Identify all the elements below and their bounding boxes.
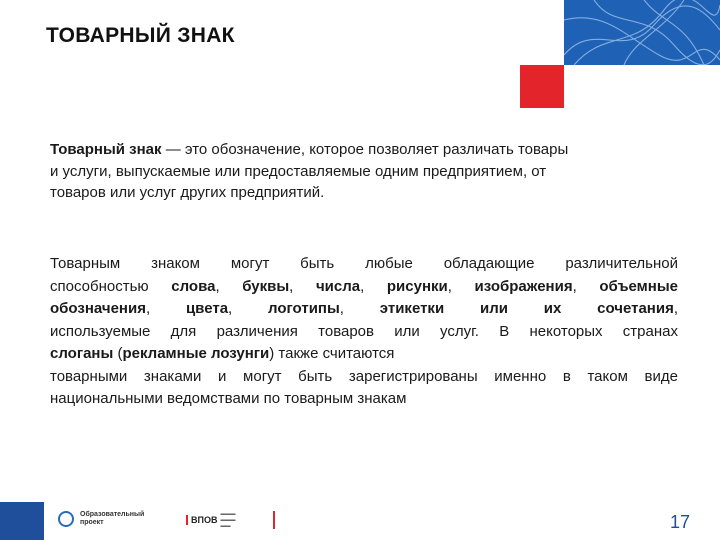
text-run: ) также считаются	[269, 345, 395, 362]
definition-line-3: товаров или услуг других предприятий.	[50, 184, 325, 201]
partner-logo-mark: ВПОВ	[186, 515, 217, 525]
types-line-3	[50, 298, 678, 321]
footer-blue-square	[0, 502, 44, 540]
page-number: 17	[670, 512, 691, 532]
text-run: ,	[228, 300, 269, 317]
bold-text-run: логотипы	[268, 300, 340, 317]
bold-text-run: рекламные лозунги	[122, 345, 270, 362]
bold-text-run: сочетания	[597, 300, 674, 317]
bold-text-run: буквы	[242, 277, 290, 295]
text-run: (	[113, 345, 123, 362]
types-line-2	[50, 276, 678, 299]
term-bold: Товарный знак	[50, 141, 162, 158]
definition-text: — это обозначение, которое позволяет различать товары	[161, 141, 569, 158]
globe-icon	[58, 511, 74, 527]
types-line-1: Товарным знаком могут быть любые обладающие различительной	[50, 255, 678, 272]
bold-text-run: объемные	[599, 277, 678, 295]
decorative-red-square	[520, 65, 564, 108]
bold-text-run: цвета	[185, 300, 229, 317]
types-line-5	[50, 343, 678, 366]
types-line-7: национальными ведомствами по товарным знакам	[50, 390, 407, 407]
bold-text-run: слоганы	[50, 345, 114, 362]
definition-line-1	[50, 139, 680, 161]
education-project-logo-text	[80, 511, 144, 527]
definition-line-2: и услуги, выпускаемые или предоставляемые одним предприятием, от	[50, 162, 547, 180]
types-line-4: используемые для различения товаров или услуг. В некоторых странах	[50, 322, 678, 340]
text-run: ,	[339, 300, 380, 317]
decorative-blue-block	[564, 0, 720, 65]
text-run: способностью	[50, 277, 172, 295]
definition-paragraph	[50, 139, 680, 204]
education-project-logo	[58, 508, 144, 530]
logo1-line-2: проект	[80, 519, 104, 526]
partner-logo	[186, 510, 235, 530]
footer-red-separator	[273, 511, 275, 529]
text-run: ,	[447, 277, 475, 295]
bold-text-run: слова	[171, 277, 216, 295]
bold-text-run: этикетки	[379, 300, 445, 317]
text-run: ,	[215, 277, 243, 295]
text-run: ,	[673, 300, 679, 317]
bold-text-run: изображения	[474, 277, 573, 295]
logo1-line-1: Образовательный	[80, 511, 145, 518]
text-run: ,	[145, 300, 186, 317]
bold-text-run: или их	[444, 300, 598, 317]
text-run: ,	[360, 277, 387, 295]
text-run: ,	[289, 277, 316, 295]
bold-text-run: обозначения	[50, 300, 146, 317]
text-run: ,	[572, 277, 600, 295]
bold-text-run: рисунки	[386, 277, 448, 295]
network-lines-graphic	[564, 0, 720, 65]
partner-logo-fineprint: ▬▬▬ ▬▬▬ ▬▬	[220, 511, 236, 529]
bold-text-run: числа	[315, 277, 361, 295]
types-line-6: товарными знаками и могут быть зарегистрированы именно в таком виде	[50, 367, 678, 385]
trademark-types-paragraph	[50, 253, 678, 411]
slide-title: ТОВАРНЫЙ ЗНАК	[46, 24, 235, 47]
